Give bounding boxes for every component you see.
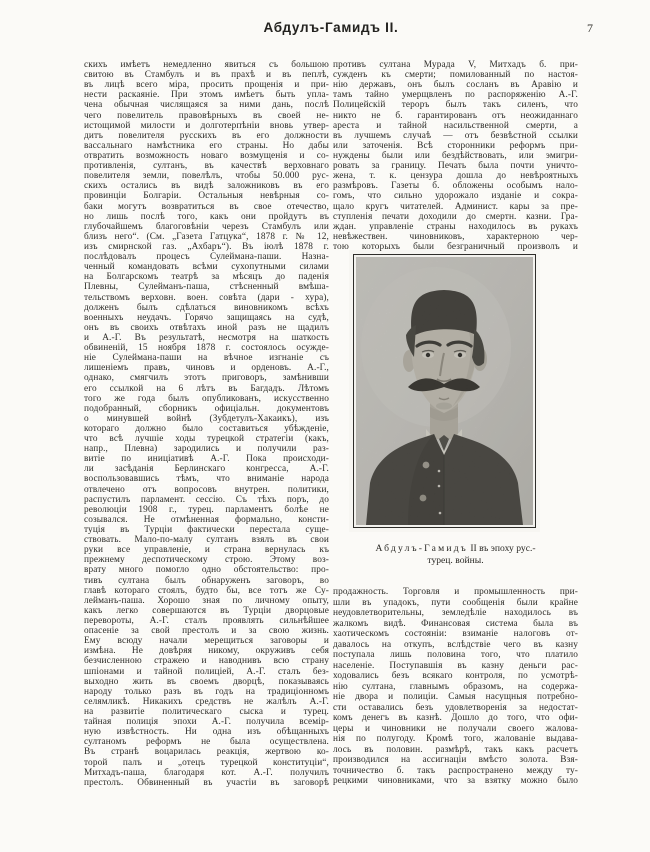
text-line: но лишь послѣ того, какъ они пройдутъ въ xyxy=(84,211,329,222)
text-line: продажность. Торговля и промышленность при- xyxy=(333,587,578,598)
text-line: селямликѣ. Никакихъ средствъ не жалѣлъ А.-Г. xyxy=(84,696,329,707)
page-number: 7 xyxy=(587,21,593,35)
text-line: провинціи Болгаріи. Остальныя невѣрныя со- xyxy=(84,191,329,202)
text-line: отвлечено отъ вопросовъ внутрен. политики, xyxy=(84,484,329,495)
text-line: ніе двора и полиціи. Самыя насущныя потребно- xyxy=(333,692,578,703)
text-line: распустилъ парламент. сессію. Съ тѣхъ поръ, до xyxy=(84,494,329,505)
text-line: повелителя земли, повелѣлъ, чтобы 50.000 рус- xyxy=(84,171,329,182)
text-line: престолъ. Обвиненный въ участіи въ заговорѣ xyxy=(84,777,329,788)
text-line: ровать за границу. Печать была почти уничто- xyxy=(333,161,578,172)
figure-caption xyxy=(333,543,578,566)
text-line: сужденъ къ смерти; помилованный по настоя- xyxy=(333,70,578,81)
text-line: неудовлетворительны, земледѣліе находилось въ xyxy=(333,608,578,619)
portrait-photo xyxy=(353,254,536,528)
right-column-upper-text xyxy=(333,60,578,252)
text-line: Полицейскій тероръ былъ такъ силенъ, что xyxy=(333,100,578,111)
text-line: вассальнаго намѣстника его страны. Но дабы xyxy=(84,140,329,151)
text-line: тамъ тайно умерщвленъ по распоряженію А.-Г. xyxy=(333,90,578,101)
text-line: что всѣ лучшіе ходы турецкой стратегіи (какъ, xyxy=(84,434,329,445)
text-line: поступала лишь половина того, что платило xyxy=(333,650,578,661)
text-line: лось въ половин. размѣрѣ, такъ какъ расчетъ xyxy=(333,744,578,755)
text-line: или заточенія. Всѣ сторонники реформъ при- xyxy=(333,140,578,151)
text-line: истощимой милости и долготерпѣніи вновь утвер- xyxy=(84,120,329,131)
text-line: врату много помогло одно обстоятельство: про- xyxy=(84,565,329,576)
text-line: ніе Сулеймана-паши на вѣчное изгнаніе съ xyxy=(84,353,329,364)
text-line: въ лучшемъ случаѣ — отъ безвѣстной ссылки xyxy=(333,130,578,141)
text-line: нія по полугоду. Кромѣ того, жалованіе выдава- xyxy=(333,734,578,745)
text-line: Митхадъ-паша, благодаря кот. А.-Г. получилъ xyxy=(84,767,329,778)
text-line: о минувшей войнѣ (Зубдетулъ-Хакаикъ), изъ xyxy=(84,413,329,424)
text-line: тельствомъ верховн. воен. совѣта (дари - хура), xyxy=(84,292,329,303)
text-line: Въ странѣ воцарилась реакція, жертвою ко- xyxy=(84,747,329,758)
text-line: подобранный, сборникъ офиціальн. документовъ xyxy=(84,403,329,414)
text-line: противъ султана Мурада V, Митхадъ б. при- xyxy=(333,60,578,70)
text-line: населеніе. Поступавшія въ казну деньги рас- xyxy=(333,660,578,671)
right-column xyxy=(333,60,578,788)
text-line: комъ денегъ въ казнѣ. Дошло до того, что офи- xyxy=(333,713,578,724)
text-line: хаотическомъ состояніи: взиманіе налоговъ от- xyxy=(333,629,578,640)
text-line: ченный командовать всѣми сухопутными силами xyxy=(84,262,329,273)
text-line: ли засѣданія Берлинскаго конгресса, А.-Г. xyxy=(84,464,329,475)
text-line: нію султана, главнымъ образомъ, на содержа- xyxy=(333,681,578,692)
text-line: измѣна. Не довѣряя никому, окруживъ себя xyxy=(84,646,329,657)
text-line: напр., Плевна) зародились и получили раз- xyxy=(84,444,329,455)
figure-bottom-spacer xyxy=(333,566,578,587)
text-line: жена, т. к. цензура дошла до невѣроятныхъ xyxy=(333,171,578,182)
text-line: какъ легко совершаются въ Турціи дворцовые xyxy=(84,605,329,616)
text-line: баки могутъ возвратиться въ свое отечество, xyxy=(84,201,329,212)
text-line: нію державъ, онъ былъ сосланъ въ Аравію и xyxy=(333,80,578,91)
text-line: дитъ повелителя русскихъ въ его должности xyxy=(84,130,329,141)
text-line: ходовались безъ всякаго контроля, по усмотрѣ- xyxy=(333,671,578,682)
text-line: революціи 1908 г., турец. парламентъ болѣе не xyxy=(84,504,329,515)
text-line: котораго должно было составиться убѣжденіе, xyxy=(84,423,329,434)
text-line: ареста и тайной насильственной смерти, а xyxy=(333,120,578,131)
text-line: главѣ котораго стоялъ, будто бы, все тотъ же Су- xyxy=(84,585,329,596)
text-line: въ лицѣ всего міра, просить прощенія и при- xyxy=(84,80,329,91)
text-line: никто не б. гарантированъ отъ неожиданнаго xyxy=(333,110,578,121)
text-line: отвратить возможность новаго возмущенія и со- xyxy=(84,150,329,161)
text-line: руки все управленіе, и страна вернулась къ xyxy=(84,545,329,556)
text-line: торой палъ и „отецъ турецкой конституціи“, xyxy=(84,757,329,768)
text-line: тою которыхъ были безграничный произволъ и xyxy=(333,241,578,252)
text-line: нуждены были или бездѣйствовать, или эмигри- xyxy=(333,150,578,161)
text-line: гомъ, что сильно удорожало изданіе и сокра- xyxy=(333,191,578,202)
figure-caption-line2: турец. войны. xyxy=(427,554,484,566)
text-line: на Болгарскомъ театрѣ за мѣсяцъ до паденія xyxy=(84,272,329,283)
text-line: созывался. Не отмѣненная формально, консти- xyxy=(84,514,329,525)
text-line: чего повелитель правовѣрныхъ въ своей не- xyxy=(84,110,329,121)
text-line: шпіонами и тайной полиціей, А.-Г. сталъ без- xyxy=(84,666,329,677)
text-line: жалкомъ видѣ. Финансовая система была въ xyxy=(333,618,578,629)
text-line: близъ него“. (См. „Газета Гатцука“, 1878 г. № 12, xyxy=(84,231,329,242)
text-line: долженъ былъ сдѣлаться виновникомъ всѣхъ xyxy=(84,302,329,313)
text-line: церы и чиновники не получали своего жалова- xyxy=(333,723,578,734)
text-line: перевороты, А.-Г. сталъ проявлять сильнѣйшее xyxy=(84,616,329,627)
text-line: щало кругъ читателей. Админист. кары за пре- xyxy=(333,201,578,212)
text-line: тивъ султана былъ обнаруженъ заговоръ, во xyxy=(84,575,329,586)
text-line: производился на ассигнаціи вмѣсто золота. Взя- xyxy=(333,755,578,766)
text-line: султаномъ реформъ не была осуществлена. xyxy=(84,737,329,748)
text-line: скихъ имѣетъ немедленно явиться съ большою xyxy=(84,60,329,70)
text-columns xyxy=(84,60,578,788)
text-line: на развитіе политическаго сыска и турец. xyxy=(84,707,329,717)
text-line: Плевны, Сулейманъ-паша, стѣсненный вмѣша- xyxy=(84,282,329,293)
text-line: свитою въ Стамбулъ и въ прахѣ и въ пеплѣ, xyxy=(84,70,329,81)
text-line: ную извѣстность. Ни одна изъ обѣщанныхъ xyxy=(84,727,329,738)
text-line: безчисленною стражею и наводнивъ всю страну xyxy=(84,656,329,667)
text-line: Ему всюду начали мерещиться заговоры и xyxy=(84,636,329,647)
text-line: однако, смягчилъ этотъ приговоръ, замѣнивши xyxy=(84,373,329,384)
text-line: чена обычная числящаяся за ними дань, послѣ xyxy=(84,100,329,111)
right-column-lower-text xyxy=(333,587,578,787)
text-line: тайная полиція эпохи А.-Г. получила всемір- xyxy=(84,717,329,728)
text-line: скихъ остались въ видѣ заложниковъ въ его xyxy=(84,181,329,192)
text-line: рецкими чиновниками, что за взятку можно было xyxy=(333,776,578,787)
text-line: витіе по иниціативѣ А.-Г. Пока происходи- xyxy=(84,454,329,465)
text-line: туція въ Турціи фактически перестала суще- xyxy=(84,525,329,536)
portrait-illustration xyxy=(356,257,533,525)
page-header-title: Абдулъ-Гамидъ II. xyxy=(263,20,399,35)
text-line: военныхъ неудачъ. Горячо защищаясь на судѣ, xyxy=(84,312,329,323)
text-line: нести раскаяніе. При этомъ имѣетъ быть упла- xyxy=(84,90,329,101)
text-line: того же года былъ опубликованъ, искусственно xyxy=(84,393,329,404)
text-line: онъ въ своихъ отвѣтахъ иной разъ не щадилъ xyxy=(84,322,329,333)
text-line: невѣжествен. чиновниковъ, характерною чер- xyxy=(333,231,578,242)
text-line: его ссылкой на 6 лѣтъ въ Багдадъ. Лѣтомъ xyxy=(84,383,329,394)
text-line: точничество б. такъ распространено между ту- xyxy=(333,765,578,776)
text-line: и А.-Г. Въ результатѣ, несмотря на шаткость xyxy=(84,332,329,343)
text-line: воспользовавшись тѣмъ, что вниманіе народа xyxy=(84,474,329,485)
text-line: размѣровъ. Газеты б. обложены особымъ нало- xyxy=(333,181,578,192)
figure-caption-name: Абдулъ-Гамидъ xyxy=(375,543,468,555)
text-line: сти оставались безъ удовлетворенія за недостат- xyxy=(333,702,578,713)
text-line: изъ смирнской газ. „Ахбаръ“). Въ іюлѣ 1878 г. xyxy=(84,241,329,252)
text-line: выходно жить въ своемъ дворцѣ, показываясь xyxy=(84,676,329,687)
text-line: глубочайшемъ благоговѣніи черезъ Стамбулъ или xyxy=(84,221,329,232)
text-line: послѣдовалъ процесъ Сулеймана-паши. Назна- xyxy=(84,252,329,263)
text-line: лейманъ-паша. Хорошо зная по личному опыту, xyxy=(84,595,329,606)
portrait-figure xyxy=(333,254,578,587)
text-line: шли въ упадокъ, пути сообщенія были крайне xyxy=(333,597,578,608)
text-line: давалось на откупъ, вслѣдствіе чего въ казну xyxy=(333,639,578,650)
text-line: народу только разъ въ годъ на традиціонномъ xyxy=(84,686,329,697)
text-line: опасеніе за свой престолъ и за свою жизнь. xyxy=(84,626,329,637)
text-line: лишеніемъ правъ, чиновъ и орденовъ. А.-Г., xyxy=(84,363,329,374)
text-line: обвиненій, 15 ноября 1878 г. состоялось осужде- xyxy=(84,343,329,354)
text-line: ступленія печати доходили до смертн. казни. Гра- xyxy=(333,211,578,222)
text-line: ствовать. Мало-по-малу султанъ взялъ въ свои xyxy=(84,535,329,546)
text-line: противленія, султанъ, въ качествѣ верховнаго xyxy=(84,161,329,172)
figure-caption-rest: II въ эпоху рус.- xyxy=(467,543,536,555)
text-line: ждан. управленіе страны находилось въ рукахъ xyxy=(333,221,578,232)
text-line: прежнему деспотическому строю. Этому воз- xyxy=(84,555,329,566)
left-column xyxy=(84,60,329,788)
